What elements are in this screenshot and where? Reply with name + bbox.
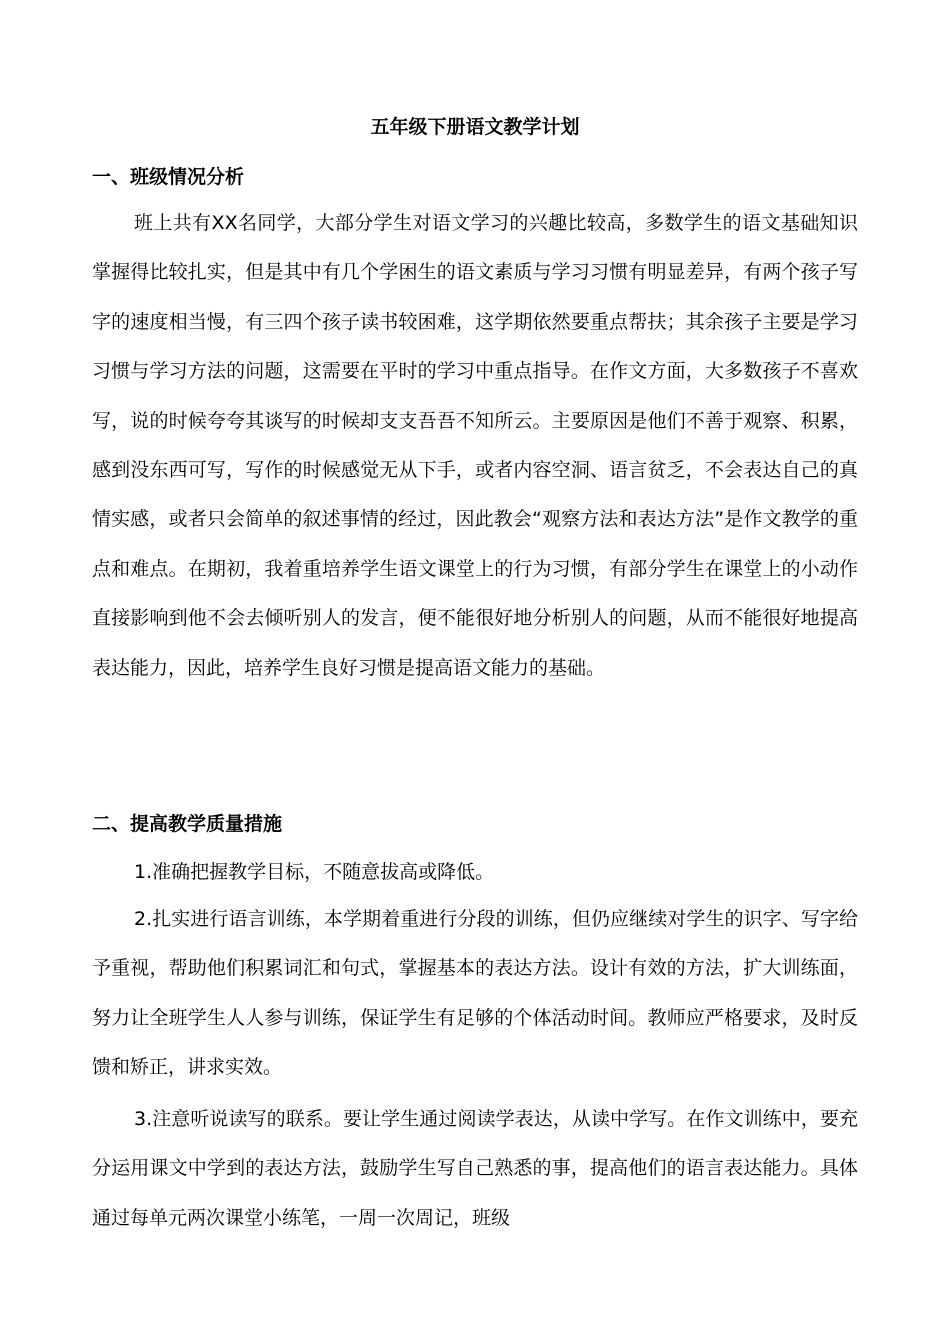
document-title: 五年级下册语文教学计划 (370, 116, 580, 138)
measure-item-2: 2.扎实进行语言训练，本学期着重进行分段的训练，但仍应继续对学生的识字、写字给予重视，帮助他们积累词汇和句式，掌握基本的表达方法。设计有效的方法，扩大训练面，努力让全班学生人人参与训练，保证学生有足够的个体活动时间。教师应严格要求，及时反馈和矫正，讲求实效。 (92, 908, 858, 1079)
section-heading-class-analysis: 一、班级情况分析 (92, 166, 245, 188)
section-heading-quality-measures: 二、提高教学质量措施 (92, 813, 283, 835)
measure-item-3: 3.注意听说读写的联系。要让学生通过阅读学表达，从读中学写。在作文训练中，要充分运用课文中学到的表达方法，鼓励学生写自己熟悉的事，提高他们的语言表达能力。具体通过每单元两次课堂小练笔，一周一次周记，班级 (92, 1108, 858, 1229)
paragraph-class-analysis: 班上共有XX名同学，大部分学生对语文学习的兴趣比较高，多数学生的语文基础知识掌握得比较扎实，但是其中有几个学困生的语文素质与学习习惯有明显差异，有两个孩子写字的速度相当慢，有三四个孩子读书较困难，这学期依然要重点帮扶；其余孩子主要是学习习惯与学习方法的问题，这需要在平时的学习中重点指导。在作文方面，大多数孩子不喜欢写，说的时候夸夸其谈写的时候却支支吾吾不知所云。主要原因是他们不善于观察、积累，感到没东西可写，写作的时候感觉无从下手，或者内容空洞、语言贫乏，不会表达自己的真情实感，或者只会简单的叙述事情的经过，因此教会“观察方法和表达方法”是作文教学的重点和难点。在期初，我着重培养学生语文课堂上的行为习惯，有部分学生在课堂上的小动作直接影响到他不会去倾听别人的发言，便不能很好地分析别人的问题，从而不能很好地提高表达能力，因此，培养学生良好习惯是提高语文能力的基础。 (92, 212, 858, 679)
measure-item-1: 1.准确把握教学目标，不随意拔高或降低。 (134, 861, 495, 883)
